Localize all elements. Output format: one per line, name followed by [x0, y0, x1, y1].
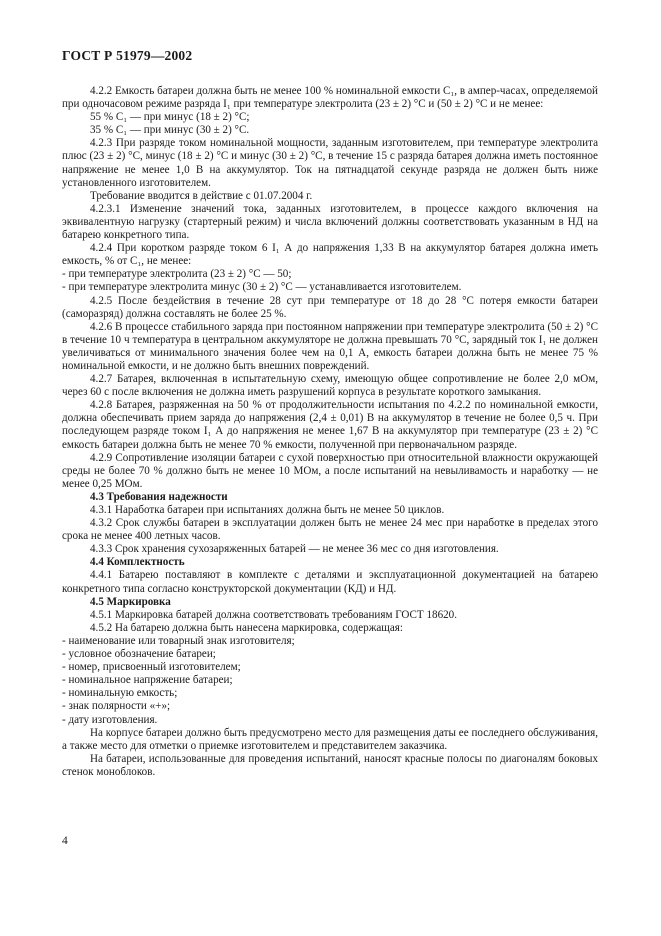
paragraph: 4.2.3 При разряде током номинальной мощности, заданным изготовителем, при температуре электролита плюс (23 ± 2) °С, минус (18 ± 2) °С и минус (30 ± 2) °С, в течение 15 с разряда батарея должна иметь постоянное напряжение не менее 1,0 В на аккумулятор. Ток на пятнадцатой секунде разряда не должен быть ниже установленного изготовителем. [62, 137, 598, 189]
standard-header: ГОСТ Р 51979—2002 [62, 48, 193, 63]
paragraph: - условное обозначение батареи; [62, 648, 216, 661]
page-number: 4 [62, 835, 68, 847]
paragraph: 4.2.2 Емкость батареи должна быть не менее 100 % номинальной емкости C₁, в ампер-часах, определяемой при одночасовом режиме разряда I₁ при температуре электролита (23 ± 2) °С и (50 ± 2) °С и не менее: [62, 85, 598, 111]
section-heading: 4.3 Требования надежности [90, 490, 228, 503]
paragraph: 4.4.1 Батарею поставляют в комплекте с деталями и эксплуатационной документацией на батарею конкретного типа согласно конструкторской документации (КД) и НД. [62, 569, 598, 595]
paragraph: 4.5.2 На батарею должна быть нанесена маркировка, содержащая: [90, 621, 403, 634]
paragraph: 35 % C₁ — при минус (30 ± 2) °С. [90, 124, 250, 137]
paragraph: 4.2.8 Батарея, разряженная на 50 % от продолжительности испытания по 4.2.2 по номинальной емкости, должна обеспечивать прием заряда до напряжения (2,4 ± 0,01) В на аккумулятор в течение не более 0,5 ч. При последующем разряде током I₁ А до напряжения не менее 1,67 В на аккумулятор при температуре (23 ± 2) °С емкость батареи должна быть не менее 70 % емкости, полученной при первоначальном разряде. [62, 399, 598, 451]
section-heading: 4.4 Комплектность [90, 556, 185, 569]
paragraph: На батареи, использованные для проведения испытаний, наносят красные полосы по диагоналям боковых стенок моноблоков. [62, 752, 598, 778]
paragraph: - номинальное напряжение батареи; [62, 674, 233, 687]
paragraph: 4.2.9 Сопротивление изоляции батареи с сухой поверхностью при относительной влажности окружающей среды не более 70 % должно быть не менее 10 МОм, а после испытаний на невыливамость и наработку — не менее 0,25 МОм. [62, 451, 598, 490]
paragraph: 55 % C₁ — при минус (18 ± 2) °С; [90, 111, 250, 124]
paragraph: 4.3.3 Срок хранения сухозаряженных батарей — не менее 36 мес со дня изготовления. [90, 543, 499, 556]
paragraph: 4.3.1 Наработка батареи при испытаниях должна быть не менее 50 циклов. [90, 504, 445, 516]
document-body [62, 85, 598, 779]
paragraph: - номинальную емкость; [62, 687, 178, 700]
paragraph: - знак полярности «+»; [62, 700, 171, 713]
paragraph: - наименование или товарный знак изготовителя; [62, 634, 295, 647]
paragraph: 4.5.1 Маркировка батарей должна соответствовать требованиям ГОСТ 18620. [90, 608, 457, 621]
paragraph: - дату изготовления. [62, 713, 158, 726]
paragraph: 4.2.3.1 Изменение значений тока, заданных изготовителем, в процессе каждого включения на эквивалентную нагрузку (стартерный режим) и числа включений должны соответствовать указанным в НД на батарею конкретного типа. [62, 202, 598, 242]
paragraph: На корпусе батареи должно быть предусмотрено место для размещения даты ее последнего обслуживания, а также место для отметки о приемке изготовителем и представителем заказчика. [62, 726, 598, 752]
paragraph: 4.2.7 Батарея, включенная в испытательную схему, имеющую общее сопротивление не более 2,0 мОм, через 60 с после включения не должна иметь разрушений корпуса в результате короткого замыкания. [62, 373, 598, 399]
section-heading: 4.5 Маркировка [90, 595, 171, 608]
paragraph: - при температуре электролита (23 ± 2) °С — 50; [62, 268, 292, 281]
paragraph: - номер, присвоенный изготовителем; [62, 661, 241, 674]
paragraph: 4.2.4 При коротком разряде током 6 I₁ А до напряжения 1,33 В на аккумулятор батарея должна иметь емкость, % от C₁, не менее: [62, 242, 598, 268]
paragraph: 4.3.2 Срок службы батареи в эксплуатации должен быть не менее 24 мес при наработке в пределах этого срока не менее 400 летных часов. [62, 517, 598, 543]
paragraph: 4.2.5 После бездействия в течение 28 сут при температуре от 18 до 28 °С потеря емкости батареи (саморазряд) должна составлять не более 25 %. [62, 294, 598, 320]
paragraph: - при температуре электролита минус (30 ± 2) °С — устанавливается изготовителем. [62, 281, 462, 294]
paragraph: 4.2.6 В процессе стабильного заряда при постоянном напряжении при температуре электролита (50 ± 2) °С в течение 10 ч температура в центральном аккумуляторе не должна превышать 70 °С, зарядный ток I₁ не должен увеличиваться от минимального значения более чем на 0,1 А, емкость батареи должна быть не менее 75 % номинальной емкости, и не должно быть внешних повреждений. [62, 320, 598, 372]
paragraph: Требование вводится в действие с 01.07.2004 г. [90, 189, 313, 202]
